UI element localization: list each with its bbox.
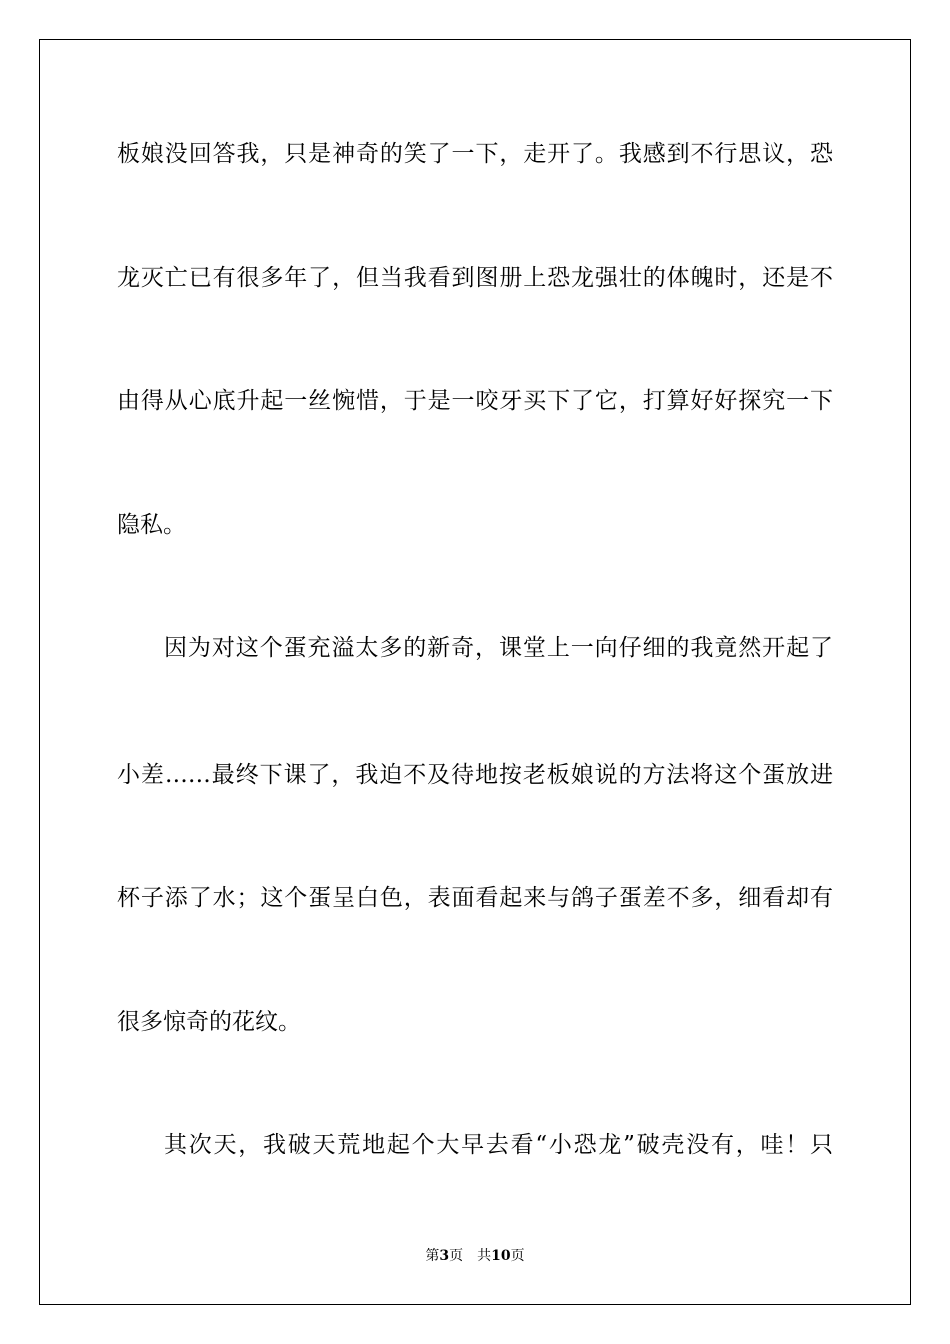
text-line-4: 隐私。 xyxy=(117,512,186,538)
footer-page-prefix: 第 xyxy=(425,1248,440,1264)
footer-page-number: 3 xyxy=(439,1248,450,1264)
text-line-9: 其次天，我破天荒地起个大早去看“小恐龙”破壳没有，哇！只 xyxy=(164,1132,833,1158)
text-line-8: 很多惊奇的花纹。 xyxy=(117,1009,301,1035)
footer-page-suffix: 页 xyxy=(449,1248,464,1264)
footer-total-number: 10 xyxy=(491,1248,511,1264)
page-border xyxy=(39,39,911,1305)
footer-total-suffix: 页 xyxy=(510,1248,525,1264)
text-line-3: 由得从心底升起一丝惋惜，于是一咬牙买下了它，打算好好探究一下 xyxy=(117,388,833,414)
text-line-5: 因为对这个蛋充溢太多的新奇，课堂上一向仔细的我竟然开起了 xyxy=(164,635,833,661)
text-line-7: 杯子添了水；这个蛋呈白色，表面看起来与鸽子蛋差不多，细看却有 xyxy=(117,885,833,911)
text-line-1: 板娘没回答我，只是神奇的笑了一下，走开了。我感到不行思议，恐 xyxy=(117,141,833,167)
footer-total-prefix: 共 xyxy=(477,1248,492,1264)
text-line-6: 小差……最终下课了，我迫不及待地按老板娘说的方法将这个蛋放进 xyxy=(117,762,833,788)
text-line-2: 龙灭亡已有很多年了，但当我看到图册上恐龙强壮的体魄时，还是不 xyxy=(117,265,833,291)
page-footer xyxy=(0,1246,950,1266)
